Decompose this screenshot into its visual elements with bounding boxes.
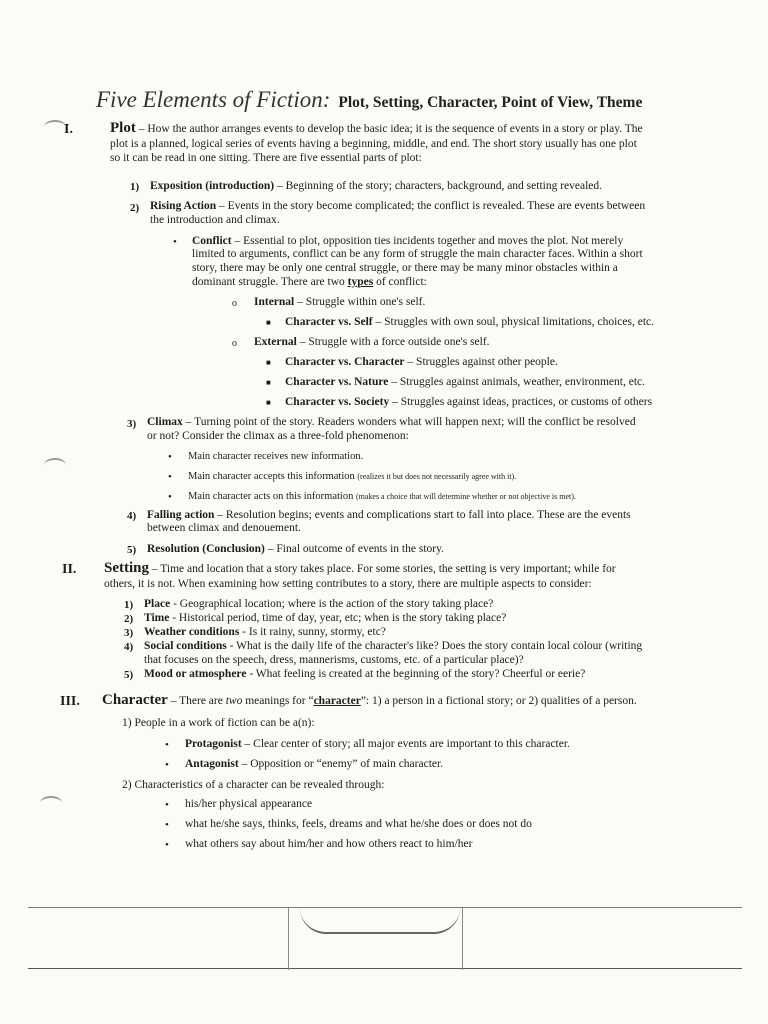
character-people-label: 1) People in a work of fiction can be a(n): <box>122 717 315 729</box>
conflict-vs-self: Character vs. Self – Struggles with own soul, physical limitations, choices, etc. <box>285 316 655 328</box>
square-bullet-icon: ■ <box>266 318 271 327</box>
climax-point-1: Main character receives new information. <box>188 451 364 462</box>
bullet-icon: • <box>165 839 169 851</box>
plot-item-climax: Climax – Turning point of the story. Readers wonders what will happen next; will the conflict be resolved <box>147 416 636 428</box>
setting-item-place: Place - Geographical location; where is the action of the story taking place? <box>144 598 494 610</box>
setting-item-social-cont: that focuses on the speech, dress, mannerisms, customs, etc. of a particular place)? <box>144 654 524 666</box>
setting-heading: Setting <box>104 560 149 576</box>
conflict-line-2: limited to arguments, conflict can be any form of struggle the main character faces. Within a short <box>192 248 643 260</box>
plot-heading: Plot <box>110 120 136 136</box>
square-bullet-icon: ■ <box>266 358 271 367</box>
scan-edge-line <box>462 908 463 970</box>
section-numeral-plot: I. <box>64 122 73 137</box>
plot-item-falling-action-cont: between climax and denouement. <box>147 522 301 534</box>
circle-bullet-icon: o <box>232 298 237 309</box>
punch-hole-mark <box>40 796 62 810</box>
setting-item-number: 3) <box>124 627 134 639</box>
setting-item-number: 4) <box>124 641 134 653</box>
plot-item-exposition: Exposition (introduction) – Beginning of the story; characters, background, and setting revealed. <box>150 180 603 192</box>
setting-item-number: 5) <box>124 669 134 681</box>
character-reveal-point-3: what others say about him/her and how others react to him/her <box>185 838 473 850</box>
bullet-icon: • <box>173 236 177 248</box>
punch-hole-mark <box>44 120 66 134</box>
plot-intro-line-2: plot is a planned, logical series of events having a beginning, middle, and end. The short story usually has one plot <box>110 138 637 150</box>
plot-item-number: 5) <box>127 544 137 556</box>
setting-item-weather: Weather conditions - Is it rainy, sunny, stormy, etc? <box>144 626 386 638</box>
title-main: Five Elements of Fiction: <box>96 87 331 112</box>
title-subtitle: Plot, Setting, Character, Point of View, Theme <box>338 94 643 111</box>
conflict-external: External – Struggle with a force outside one's self. <box>254 336 490 348</box>
climax-point-2: Main character accepts this information (realizes it but does not necessarily agree with it). <box>188 471 517 482</box>
bullet-icon: • <box>168 451 172 463</box>
setting-item-number: 2) <box>124 613 134 625</box>
conflict-vs-nature: Character vs. Nature – Struggles against animals, weather, environment, etc. <box>285 376 645 388</box>
circle-bullet-icon: o <box>232 338 237 349</box>
character-intro: Character – There are two meanings for “character”: 1) a person in a fictional story; or 2) qualities of a person. <box>102 692 637 708</box>
character-antagonist: Antagonist – Opposition or “enemy” of main character. <box>185 758 444 770</box>
climax-point-3: Main character acts on this information (makes a choice that will determine whether or not objective is met). <box>188 491 576 502</box>
conflict-vs-society: Character vs. Society – Struggles against ideas, practices, or customs of others <box>285 396 653 408</box>
setting-item-number: 1) <box>124 599 134 611</box>
bullet-icon: • <box>168 491 172 503</box>
setting-item-social: Social conditions - What is the daily life of the character's like? Does the story contain local colour (writing <box>144 640 643 652</box>
conflict-line-4: dominant struggle. There are two types of conflict: <box>192 276 427 288</box>
setting-item-mood: Mood or atmosphere - What feeling is created at the beginning of the story? Cheerful or eerie? <box>144 668 586 680</box>
character-reveal-point-1: his/her physical appearance <box>185 798 313 810</box>
character-protagonist: Protagonist – Clear center of story; all major events are important to this character. <box>185 738 570 750</box>
section-numeral-character: III. <box>60 694 80 709</box>
plot-intro-line-3: so it can be read in one sitting. There are five essential parts of plot: <box>110 152 422 164</box>
character-reveal-point-2: what he/she says, thinks, feels, dreams and what he/she does or does not do <box>185 818 532 830</box>
character-reveal-label: 2) Characteristics of a character can be revealed through: <box>122 779 385 791</box>
plot-item-number: 3) <box>127 418 137 430</box>
plot-item-number: 2) <box>130 202 140 214</box>
scan-edge-line <box>28 968 742 969</box>
setting-item-time: Time - Historical period, time of day, year, etc; when is the story taking place? <box>144 612 507 624</box>
plot-item-number: 1) <box>130 181 140 193</box>
plot-item-falling-action: Falling action – Resolution begins; events and complications start to fall into place. These are the events <box>147 509 631 521</box>
bullet-icon: • <box>165 739 169 751</box>
bullet-icon: • <box>168 471 172 483</box>
plot-item-resolution: Resolution (Conclusion) – Final outcome of events in the story. <box>147 543 444 555</box>
conflict-line-3: story, there may be only one central struggle, or there may be many minor obstacles within a <box>192 262 618 274</box>
conflict-vs-character: Character vs. Character – Struggles against other people. <box>285 356 558 368</box>
plot-item-rising-action-cont: the introduction and climax. <box>150 214 280 226</box>
conflict-line-1: Conflict – Essential to plot, opposition ties incidents together and moves the plot. Not merely <box>192 235 624 247</box>
square-bullet-icon: ■ <box>266 398 271 407</box>
plot-item-number: 4) <box>127 510 137 522</box>
plot-item-rising-action: Rising Action – Events in the story become complicated; the conflict is revealed. These are events between <box>150 200 646 212</box>
square-bullet-icon: ■ <box>266 378 271 387</box>
page-title <box>96 78 642 115</box>
plot-intro-line-1: Plot – How the author arranges events to develop the basic idea; it is the sequence of events in a story or play. The <box>110 120 643 136</box>
plot-item-climax-cont: or not? Consider the climax as a three-fold phenomenon: <box>147 430 409 442</box>
bullet-icon: • <box>165 759 169 771</box>
section-numeral-setting: II. <box>62 562 77 577</box>
character-heading: Character <box>102 692 168 708</box>
bullet-icon: • <box>165 819 169 831</box>
setting-intro-line-2: others, it is not. When examining how setting contributes to a story, there are multiple aspects to consider: <box>104 578 592 590</box>
setting-intro-line-1: Setting – Time and location that a story takes place. For some stories, the setting is very important; while for <box>104 560 616 576</box>
binder-clip-shadow <box>300 908 460 934</box>
bullet-icon: • <box>165 799 169 811</box>
scan-edge-line <box>288 908 289 970</box>
conflict-internal: Internal – Struggle within one's self. <box>254 296 426 308</box>
punch-hole-mark <box>44 458 66 472</box>
